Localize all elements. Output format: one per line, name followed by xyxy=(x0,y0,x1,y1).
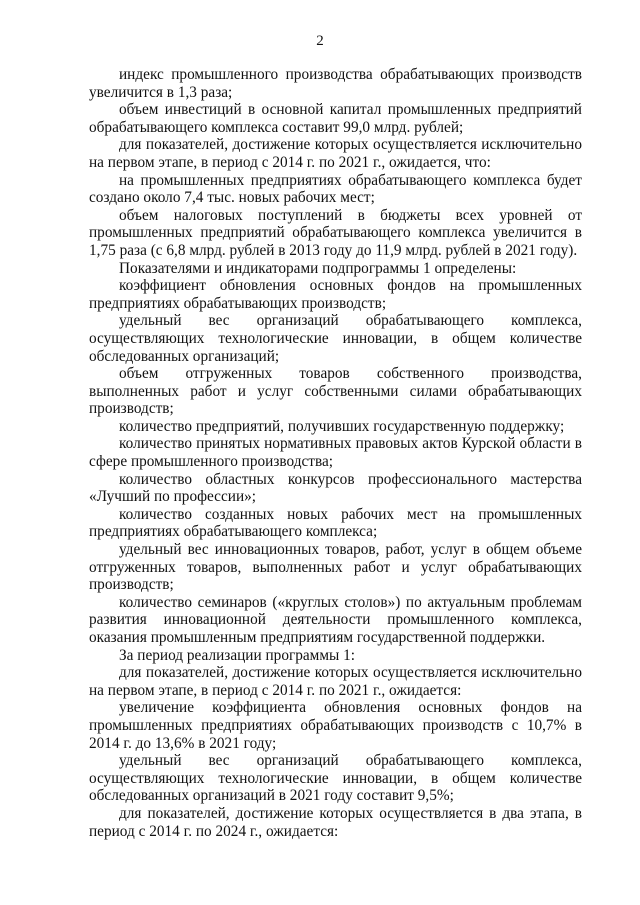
paragraph: для показателей, достижение которых осуществляется исключительно на первом этапе, в период с 2014 г. по 2021 г., ожидается, что: xyxy=(89,136,582,171)
paragraph: количество созданных новых рабочих мест на промышленных предприятиях обрабатывающего комплекса; xyxy=(89,505,582,541)
paragraph: на промышленных предприятиях обрабатывающего комплекса будет создано около 7,4 тыс. новых рабочих мест; xyxy=(89,171,582,207)
paragraph: удельный вес организаций обрабатывающего комплекса, осуществляющих технологические инновации, в общем количестве обследованных организаций; xyxy=(89,312,582,365)
paragraph: индекс промышленного производства обрабатывающих производств увеличится в 1,3 раза; xyxy=(89,66,582,101)
paragraph: За период реализации программы 1: xyxy=(119,646,356,664)
paragraph: количество принятых нормативных правовых актов Курской области в сфере промышленного производства; xyxy=(89,435,582,471)
document-body xyxy=(89,66,582,840)
paragraph: количество семинаров («круглых столов») по актуальным проблемам развития инновационной деятельности промышленного комплекса, оказания промышленным предприятиям государственной поддержки. xyxy=(89,593,582,646)
paragraph: для показателей, достижение которых осуществляется в два этапа, в период с 2014 г. по 2024 г., ожидается: xyxy=(89,804,582,840)
page-number: 2 xyxy=(316,33,324,49)
paragraph: удельный вес инновационных товаров, работ, услуг в общем объеме отгруженных товаров, выполненных работ и услуг обрабатывающих производств; xyxy=(89,541,582,594)
paragraph: объем отгруженных товаров собственного производства, выполненных работ и услуг собственными силами обрабатывающих производств; xyxy=(89,365,582,418)
paragraph: удельный вес организаций обрабатывающего комплекса, осуществляющих технологические инновации, в общем количестве обследованных организаций в 2021 году составит 9,5%; xyxy=(89,752,582,805)
paragraph: количество предприятий, получивших государственную поддержку; xyxy=(119,417,565,435)
paragraph: коэффициент обновления основных фондов на промышленных предприятиях обрабатывающих производств; xyxy=(89,277,582,312)
paragraph: увеличение коэффициента обновления основных фондов на промышленных предприятиях обрабатывающих производств с 10,7% в 2014 г. до 13,6% в 2021 году; xyxy=(89,699,582,752)
paragraph: объем налоговых поступлений в бюджеты всех уровней от промышленных предприятий обрабатывающего комплекса увеличится в 1,75 раза (с 6,8 млрд. рублей в 2013 году до 11,9 млрд. рублей в 2021 году). xyxy=(89,206,582,259)
paragraph: Показателями и индикаторами подпрограммы 1 определены: xyxy=(119,259,517,277)
paragraph: для показателей, достижение которых осуществляется исключительно на первом этапе, в период с 2014 г. по 2021 г., ожидается: xyxy=(89,664,582,699)
paragraph: объем инвестиций в основной капитал промышленных предприятий обрабатывающего комплекса составит 99,0 млрд. рублей; xyxy=(89,101,582,136)
paragraph: количество областных конкурсов профессионального мастерства «Лучший по профессии»; xyxy=(89,470,582,506)
